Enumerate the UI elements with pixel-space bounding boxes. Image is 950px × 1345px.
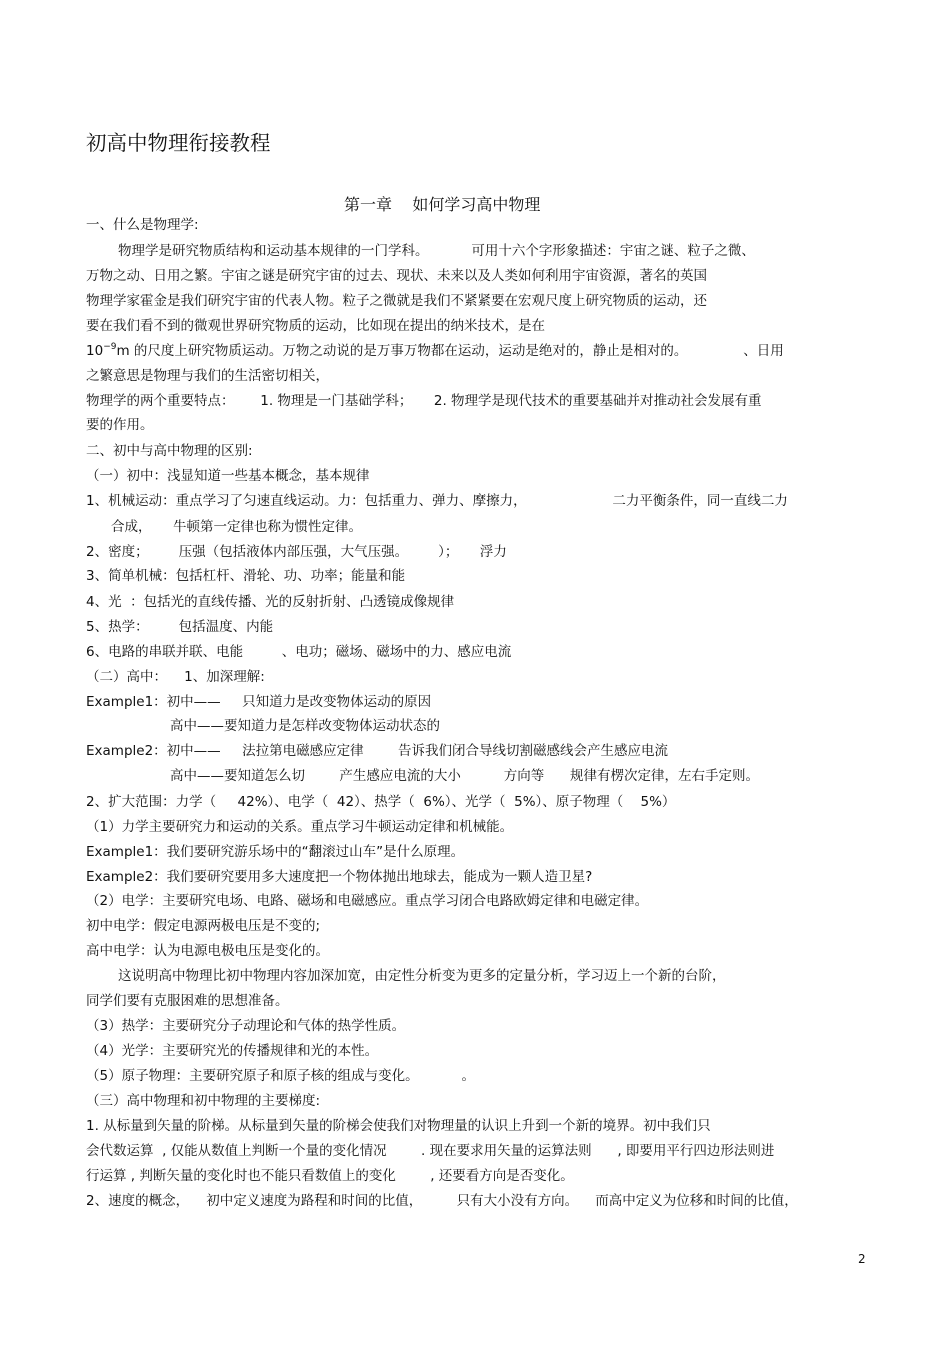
example-line: Example1：我们要研究游乐场中的“翻滚过山车”是什么原理。 bbox=[86, 844, 465, 860]
paragraph-line: 会代数运算 , 仅能从数值上判断一个量的变化情况 . 现在要求用矢量的运算法则 , 即要用平行四边形法则进 bbox=[86, 1143, 775, 1159]
paragraph-line: 物理学家霍金是我们研究宇宙的代表人物。粒子之微就是我们不紧紧要在宏观尺度上研究物质的运动，还 bbox=[86, 293, 707, 309]
paragraph-line: 1. 从标量到矢量的阶梯。从标量到矢量的阶梯会使我们对物理量的认识上升到一个新的境界。初中我们只 bbox=[86, 1118, 711, 1134]
subsection-heading: （三）高中物理和初中物理的主要梯度: bbox=[86, 1093, 321, 1109]
paragraph-line: 同学们要有克服困难的思想准备。 bbox=[86, 993, 289, 1009]
paragraph-line: 要在我们看不到的微观世界研究物质的运动，比如现在提出的纳米技术，是在 bbox=[86, 318, 545, 334]
list-item: （4）光学：主要研究光的传播规律和光的本性。 bbox=[86, 1043, 379, 1059]
paragraph-line-text: m 的尺度上研究物质运动。万物之动说的是万事万物都在运动，运动是绝对的，静止是相对的。 、日用 bbox=[116, 343, 784, 359]
paragraph-line: 万物之动、日用之繁。宇宙之谜是研究宇宙的过去、现状、未来以及人类如何利用宇宙资源，著名的英国 bbox=[86, 268, 707, 284]
paragraph-line: 物理学是研究物质结构和运动基本规律的一门学科。 可用十六个字形象描述：宇宙之谜、粒子之微、 bbox=[118, 243, 755, 259]
subsection-heading: （二）高中： 1、加深理解: bbox=[86, 669, 265, 685]
paragraph-line: 2、速度的概念， 初中定义速度为路程和时间的比值， 只有大小没有方向。 而高中定义为位移和时间的比值， bbox=[86, 1193, 798, 1209]
document-title: 初高中物理衔接教程 bbox=[86, 131, 271, 155]
paragraph-line: 这说明高中物理比初中物理内容加深加宽，由定性分析变为更多的定量分析，学习迈上一个新的台阶， bbox=[118, 968, 726, 984]
paragraph-line: 初中电学：假定电源两极电压是不变的; bbox=[86, 918, 321, 934]
section-heading-what-is-physics: 一、什么是物理学: bbox=[86, 217, 199, 233]
list-item: （5）原子物理：主要研究原子和原子核的组成与变化。 。 bbox=[86, 1068, 476, 1084]
paragraph-line: 高中电学：认为电源电极电压是变化的。 bbox=[86, 943, 329, 959]
list-item: 4、光 ：包括光的直线传播、光的反射折射、凸透镜成像规律 bbox=[86, 594, 455, 610]
list-item-continuation: 合成， 牛顿第一定律也称为惯性定律。 bbox=[111, 519, 362, 535]
paragraph-line: 之繁意思是物理与我们的生活密切相关， bbox=[86, 368, 329, 384]
example-line: Example2：我们要研究要用多大速度把一个物体抛出地球去，能成为一颗人造卫星? bbox=[86, 869, 593, 885]
chapter-title: 第一章 如何学习高中物理 bbox=[344, 195, 541, 214]
list-item: （3）热学：主要研究分子动理论和气体的热学性质。 bbox=[86, 1018, 406, 1034]
list-item: 2、扩大范围：力学（ 42%）、电学（ 42）、热学（ 6%）、光学（ 5%）、原子物理（ 5%） bbox=[86, 794, 676, 810]
section-heading-differences: 二、初中与高中物理的区别: bbox=[86, 443, 253, 459]
exponent-base: 10 bbox=[86, 343, 104, 359]
page-number: 2 bbox=[858, 1252, 866, 1266]
paragraph-line: 物理学的两个重要特点： 1. 物理是一门基础学科； 2. 物理学是现代技术的重要基础并对推动社会发展有重 bbox=[86, 393, 762, 409]
list-item: 1、机械运动：重点学习了匀速直线运动。力：包括重力、弹力、摩擦力， 二力平衡条件，同一直线二力 bbox=[86, 493, 788, 509]
list-item: 2、密度； 压强（包括液体内部压强，大气压强。 ）； 浮力 bbox=[86, 544, 507, 560]
example-line-continuation: 高中——要知道怎么切 产生感应电流的大小 方向等 规律有楞次定律，左右手定则。 bbox=[170, 768, 759, 784]
paragraph-line: 要的作用。 bbox=[86, 417, 154, 433]
example-line: Example1：初中—— 只知道力是改变物体运动的原因 bbox=[86, 694, 432, 710]
subsection-heading: （一）初中：浅显知道一些基本概念，基本规律 bbox=[86, 468, 370, 484]
paragraph-line-with-exponent bbox=[86, 342, 784, 360]
list-item: （1）力学主要研究力和运动的关系。重点学习牛顿运动定律和机械能。 bbox=[86, 819, 514, 835]
exponent-power: −9 bbox=[103, 342, 117, 352]
list-item: 3、简单机械：包括杠杆、滑轮、功、功率；能量和能 bbox=[86, 568, 406, 584]
list-item: 5、热学： 包括温度、内能 bbox=[86, 619, 274, 635]
example-line: Example2：初中—— 法拉第电磁感应定律 告诉我们闭合导线切割磁感线会产生感应电流 bbox=[86, 743, 668, 759]
example-line-continuation: 高中——要知道力是怎样改变物体运动状态的 bbox=[170, 718, 440, 734]
list-item: 6、电路的串联并联、电能 、电功；磁场、磁场中的力、感应电流 bbox=[86, 644, 512, 660]
list-item: （2）电学：主要研究电场、电路、磁场和电磁感应。重点学习闭合电路欧姆定律和电磁定律。 bbox=[86, 893, 649, 909]
paragraph-line: 行运算 , 判断矢量的变化时也不能只看数值上的变化 , 还要看方向是否变化。 bbox=[86, 1168, 574, 1184]
